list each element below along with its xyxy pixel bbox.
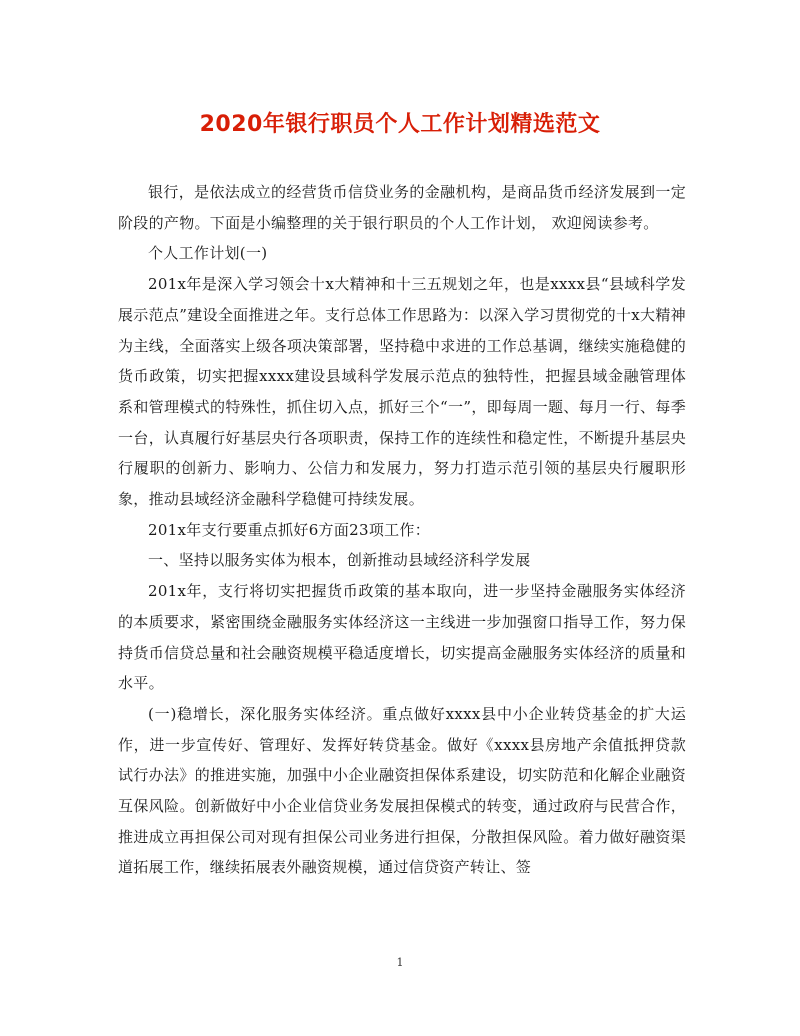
page-number: 1	[396, 956, 404, 969]
paragraph-key-tasks: 201x年支行要重点抓好6方面23项工作：	[148, 520, 431, 539]
paragraph-intro: 银行，是依法成立的经营货币信贷业务的金融机构，是商品货币经济发展到一定阶段的产物。下面是小编整理的关于银行职员的个人工作计划， 欢迎阅读参考。	[118, 183, 686, 232]
paragraph-overview: 201x年是深入学习领会十x大精神和十三五规划之年，也是xxxx县“县域科学发展示范点”建设全面推进之年。支行总体工作思路为：以深入学习贯彻党的十x大精神为主线，全面落实上级各项决策部署，坚持稳中求进的工作总基调，继续实施稳健的货币政策，切实把握xxxx建设县域科学发展示范点的独特性，把握县域金融管理体系和管理模式的特殊性，抓住切入点，抓好三个“一”，即每周一题、每月一行、每季一台，认真履行好基层央行各项职责，保持工作的连续性和稳定性，不断提升基层央行履职的创新力、影响力、公信力和发展力，努力打造示范引领的基层央行履职形象，推动县域经济金融科学稳健可持续发展。	[118, 275, 686, 509]
paragraph-monetary-policy: 201x年，支行将切实把握货币政策的基本取向，进一步坚持金融服务实体经济的本质要求，紧密围绕金融服务实体经济这一主线进一步加强窗口指导工作，努力保持货币信贷总量和社会融资规模平稳适度增长，切实提高金融服务实体经济的质量和水平。	[118, 582, 686, 693]
section-heading-plan-one: 个人工作计划(一)	[148, 244, 268, 263]
section-heading-one: 一、坚持以服务实体为根本，创新推动县域经济科学发展	[148, 551, 531, 570]
document-body	[118, 177, 686, 883]
paragraph-stable-growth: (一)稳增长，深化服务实体经济。重点做好xxxx县中小企业转贷基金的扩大运作，进一步宣传好、管理好、发挥好转贷基金。做好《xxxx县房地产余值抵押贷款试行办法》的推进实施，加强中小企业融资担保体系建设，切实防范和化解企业融资互保风险。创新做好中小企业信贷业务发展担保模式的转变，通过政府与民营合作，推进成立再担保公司对现有担保公司业务进行担保，分散担保风险。着力做好融资渠道拓展工作，继续拓展表外融资规模，通过信贷资产转让、签	[118, 704, 686, 877]
document-title: 2020年银行职员个人工作计划精选范文	[199, 112, 601, 137]
